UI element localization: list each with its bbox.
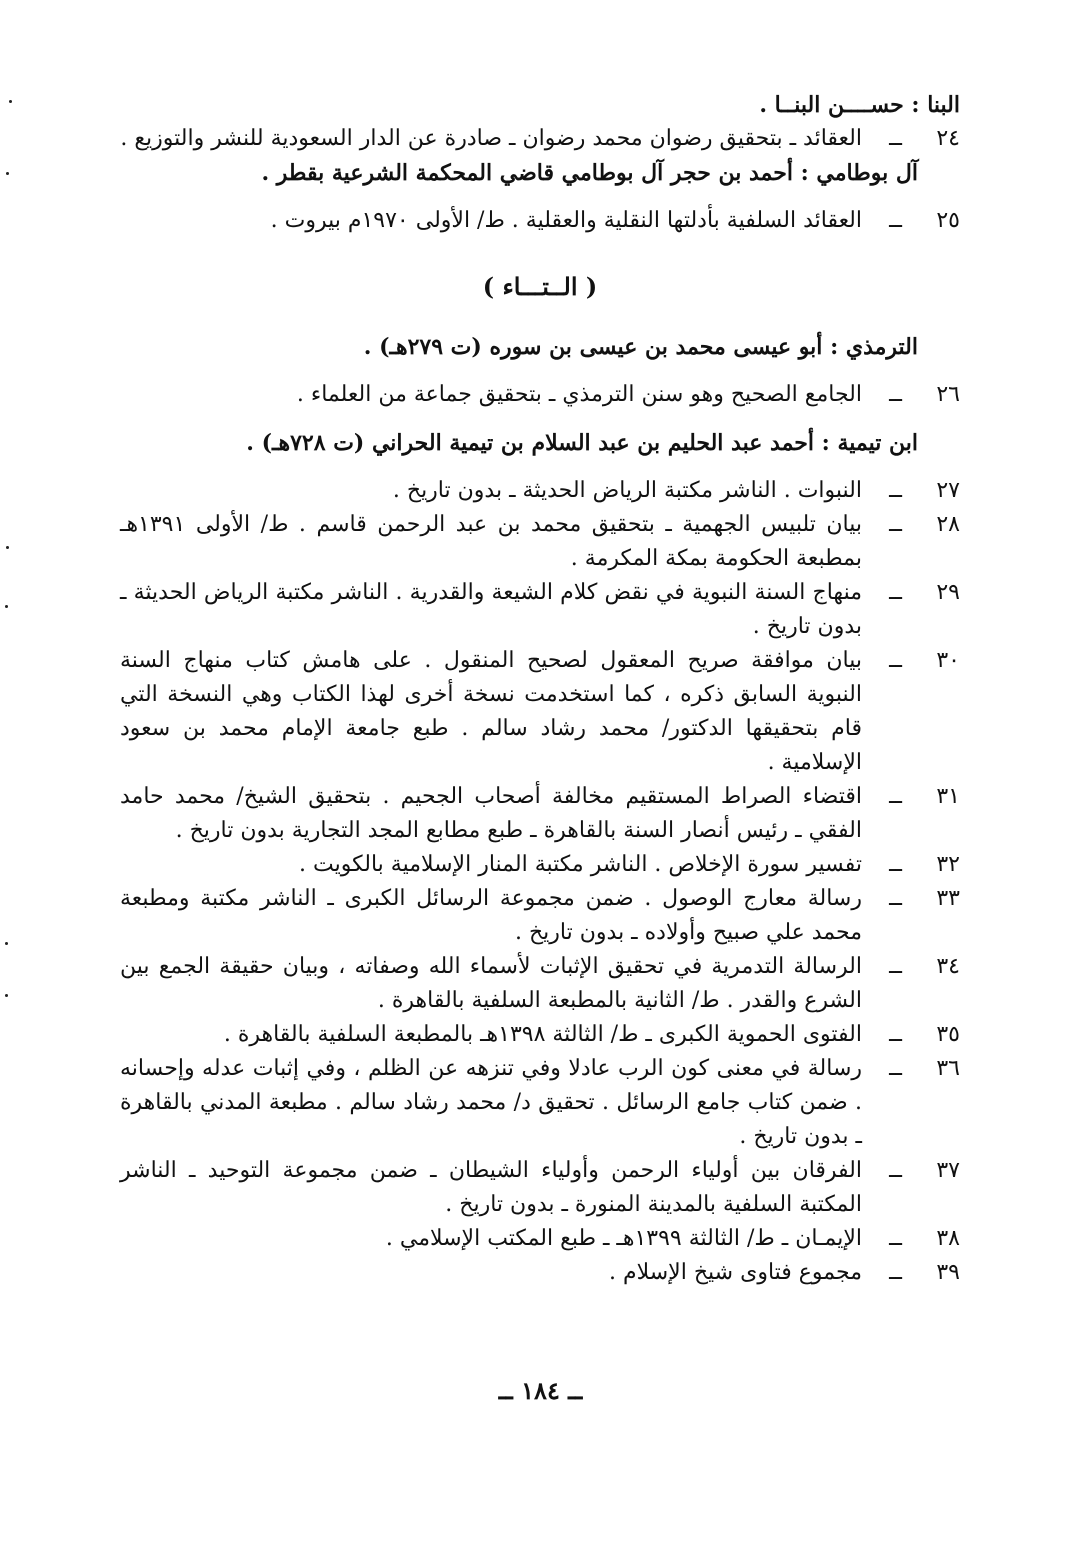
entry-number: ٢٤	[936, 126, 960, 151]
entry-number: ٣٠	[936, 648, 960, 673]
bibliography-page	[120, 88, 960, 1290]
entry-number: ٢٥	[936, 208, 960, 233]
entry-text: اقتضاء الصراط المستقيم مخالفة أصحاب الجحيم . بتحقيق الشيخ/ محمد حامد الفقي ـ رئيس أنصار السنة بالقاهرة ـ طبع مطابع المجد التجارية بدون تاريخ .	[120, 784, 862, 843]
bibliography-entry-31	[120, 780, 960, 848]
entry-dash: ــ	[889, 126, 902, 151]
entry-text: بيان موافقة صريح المعقول لصحيح المنقول . على هامش كتاب منهاج السنة النبوية السابق ذكره ، كما استخدمت نسخة أخرى لهذا الكتاب وهي النسخة التي قام بتحقيقها الدكتور/ محمد رشاد سالم . طبع جامعة الإمام محمد بن سعود الإسلامية .	[120, 648, 862, 775]
bibliography-entry-24	[120, 122, 960, 156]
scan-speck	[5, 605, 8, 608]
entry-number: ٢٩	[936, 580, 960, 605]
entry-text: النبوات . الناشر مكتبة الرياض الحديثة ـ بدون تاريخ .	[392, 478, 862, 503]
entry-dash: ــ	[889, 208, 902, 233]
entry-text: رسالة معارج الوصول . ضمن مجموعة الرسائل الكبرى ـ الناشر مكتبة ومطبعة محمد علي صبيح وأولاده ـ بدون تاريخ .	[120, 886, 862, 945]
entry-dash: ــ	[889, 648, 902, 673]
entry-number: ٣٨	[936, 1226, 960, 1251]
bibliography-entry-37	[120, 1154, 960, 1222]
author-heading-albutami: آل بوطامي : أحمد بن حجر آل بوطامي قاضي المحكمة الشرعية بقطر .	[261, 160, 918, 186]
entry-dash: ــ	[889, 886, 902, 911]
entry-text: الفرقان بين أولياء الرحمن وأولياء الشيطان ـ ضمن مجموعة التوحيد ـ الناشر المكتبة السلفية بالمدينة المنورة ـ بدون تاريخ .	[120, 1158, 862, 1217]
entry-number: ٣٥	[936, 1022, 960, 1047]
spacer	[120, 412, 960, 426]
bibliography-entry-28	[120, 508, 960, 576]
bibliography-entry-27	[120, 474, 960, 508]
entry-dash: ــ	[889, 478, 902, 503]
entry-dash: ــ	[889, 784, 902, 809]
author-heading-ibn-taymiyya: ابن تيمية : أحمد عبد الحليم بن عبد السلام بن تيمية الحراني (ت ٧٢٨هـ) .	[246, 430, 918, 456]
scan-speck	[5, 994, 8, 997]
entry-dash: ــ	[889, 580, 902, 605]
entry-number: ٣٢	[936, 852, 960, 877]
entry-dash: ــ	[889, 1226, 902, 1251]
bibliography-entry-39	[120, 1256, 960, 1290]
entry-text: تفسير سورة الإخلاص . الناشر مكتبة المنار الإسلامية بالكويت .	[299, 852, 862, 877]
entry-text: رسالة في معنى كون الرب عادلا وفي تنزهه عن الظلم ، وفي إثبات عدله وإحسانه . ضمن كتاب جامع الرسائل . تحقيق د/ محمد رشاد سالم . مطبعة المدني بالقاهرة ـ بدون تاريخ .	[120, 1056, 863, 1149]
entry-text: مجموع فتاوى شيخ الإسلام .	[609, 1260, 862, 1285]
bibliography-entry-30	[120, 644, 960, 780]
scan-speck	[9, 100, 12, 103]
spacer	[120, 190, 960, 204]
bibliography-entry-34	[120, 950, 960, 1018]
entry-text: الإيمـان ـ ط/ الثالثة ١٣٩٩هـ ـ طبع المكتب الإسلامي .	[385, 1226, 862, 1251]
scan-speck	[6, 172, 9, 175]
entry-dash: ــ	[889, 382, 902, 407]
entry-number: ٣١	[936, 784, 960, 809]
entry-dash: ــ	[889, 1260, 902, 1285]
spacer	[120, 364, 960, 378]
entry-number: ٣٧	[936, 1158, 960, 1183]
entry-dash: ــ	[889, 852, 902, 877]
bibliography-entry-35	[120, 1018, 960, 1052]
bibliography-entry-26	[120, 378, 960, 412]
bibliography-entry-29	[120, 576, 960, 644]
entry-number: ٢٦	[936, 382, 960, 407]
page-number: ــ ١٨٤ ــ	[498, 1376, 583, 1405]
entry-dash: ــ	[889, 512, 902, 537]
entry-number: ٣٤	[936, 954, 960, 979]
entry-text: العقائد السلفية بأدلتها النقلية والعقلية . ط/ الأولى ١٩٧٠م بيروت .	[270, 208, 862, 233]
spacer	[120, 460, 960, 474]
entry-text: العقائد ـ بتحقيق رضوان محمد رضوان ـ صادرة عن الدار السعودية للنشر والتوزيع .	[120, 126, 862, 151]
entry-number: ٣٩	[936, 1260, 960, 1285]
entry-dash: ــ	[889, 954, 902, 979]
entry-dash: ــ	[889, 1158, 902, 1183]
entry-number: ٢٨	[936, 512, 960, 537]
entry-number: ٣٣	[936, 886, 960, 911]
entry-text: الرسالة التدمرية في تحقيق الإثبات لأسماء الله وصفاته ، وبيان حقيقة الجمع بين الشرع والقدر . ط/ الثانية بالمطبعة السلفية بالقاهرة .	[120, 954, 862, 1013]
entry-text: الجامع الصحيح وهو سنن الترمذي ـ بتحقيق جماعة من العلماء .	[296, 382, 862, 407]
bibliography-entry-33	[120, 882, 960, 950]
scan-speck	[6, 546, 9, 549]
bibliography-entry-32	[120, 848, 960, 882]
entry-dash: ــ	[889, 1022, 902, 1047]
author-heading-tirmidhi: الترمذي : أبو عيسى محمد بن عيسى بن سوره (ت ٢٧٩هـ) .	[363, 334, 918, 360]
entry-dash: ــ	[889, 1056, 902, 1081]
section-heading: ( الــتـــاء )	[482, 272, 598, 301]
entry-text: بيان تلبيس الجهمية ـ بتحقيق محمد بن عبد الرحمن قاسم . ط/ الأولى ١٣٩١هـ بمطبعة الحكومة بمكة المكرمة .	[120, 512, 862, 571]
scan-speck	[5, 942, 8, 945]
author-heading-banna: البنا : حســــن البنــا .	[759, 92, 960, 118]
entry-number: ٢٧	[936, 478, 960, 503]
entry-number: ٣٦	[936, 1056, 960, 1081]
bibliography-entry-36	[120, 1052, 960, 1154]
bibliography-entry-38	[120, 1222, 960, 1256]
entry-text: منهاج السنة النبوية في نقض كلام الشيعة والقدرية . الناشر مكتبة الرياض الحديثة ـ بدون تاريخ .	[120, 580, 862, 639]
entry-text: الفتوى الحموية الكبرى ـ ط/ الثالثة ١٣٩٨هـ بالمطبعة السلفية بالقاهرة .	[223, 1022, 862, 1047]
bibliography-entry-25	[120, 204, 960, 238]
